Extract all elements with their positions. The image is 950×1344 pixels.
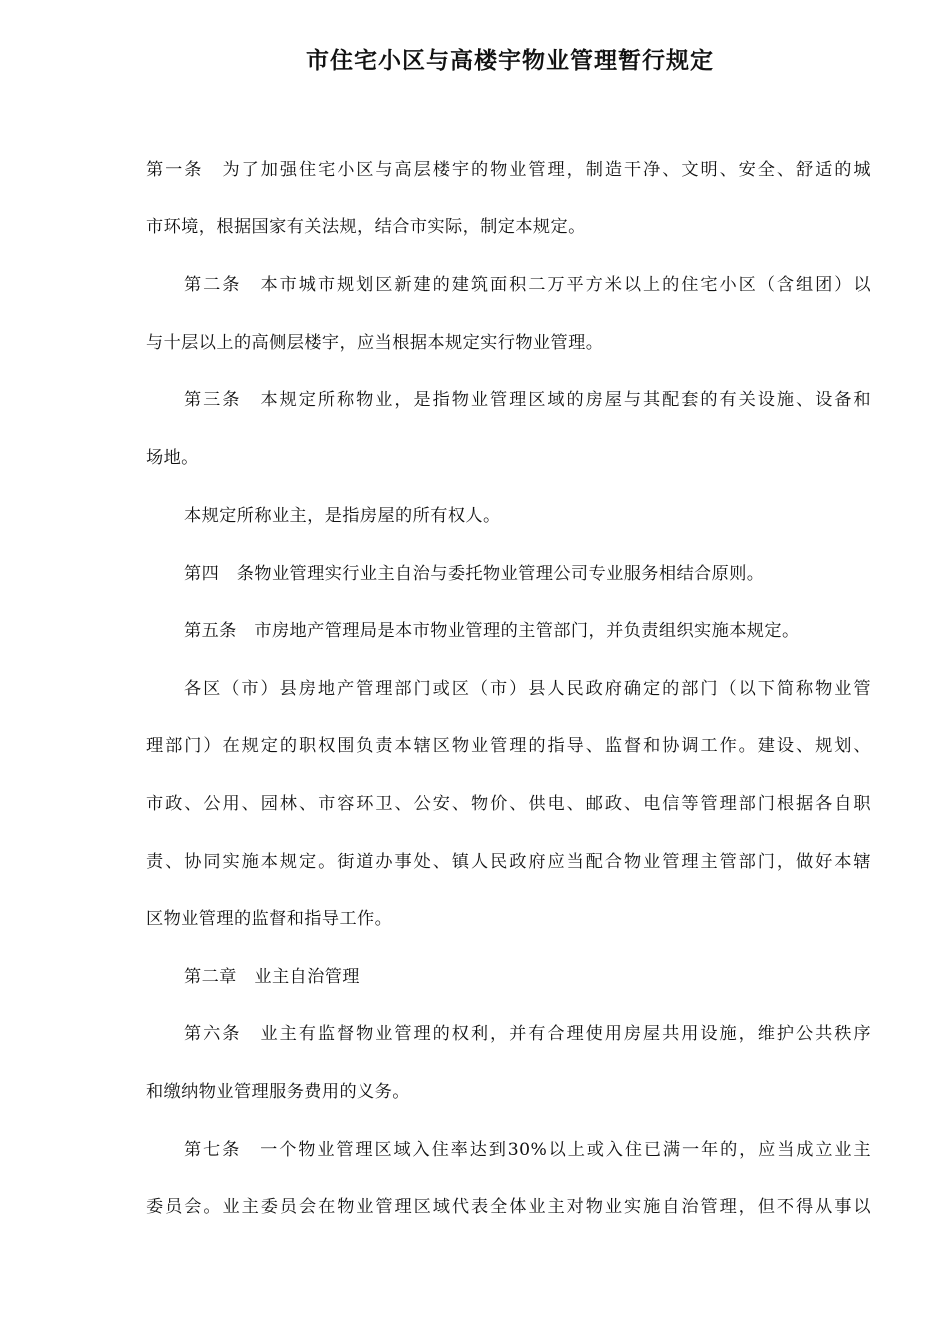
document-title: 市住宅小区与高楼宇物业管理暂行规定 — [306, 48, 714, 74]
text-line: 各区（市）县房地产管理部门或区（市）县人民政府确定的部门（以下简称物业管 — [184, 679, 871, 699]
text-line: 责、协同实施本规定。街道办事处、镇人民政府应当配合物业管理主管部门，做好本辖 — [146, 852, 871, 872]
text-line: 市环境，根据国家有关法规，结合市实际，制定本规定。 — [146, 217, 586, 237]
chapter-heading: 第二章 业主自治管理 — [184, 967, 360, 987]
text-line: 本规定所称业主，是指房屋的所有权人。 — [184, 506, 501, 526]
text-line: 和缴纳物业管理服务费用的义务。 — [146, 1082, 410, 1102]
text-line: 第四 条物业管理实行业主自治与委托物业管理公司专业服务相结合原则。 — [184, 564, 765, 584]
text-line: 第六条 业主有监督物业管理的权利，并有合理使用房屋共用设施，维护公共秩序 — [184, 1024, 871, 1044]
text-line: 理部门）在规定的职权围负责本辖区物业管理的指导、监督和协调工作。建设、规划、 — [146, 736, 871, 756]
text-line: 第二条 本市城市规划区新建的建筑面积二万平方米以上的住宅小区（含组团）以 — [184, 275, 871, 295]
text-line: 第一条 为了加强住宅小区与高层楼宇的物业管理，制造干净、文明、安全、舒适的城 — [146, 160, 871, 180]
text-line: 市政、公用、园林、市容环卫、公安、物价、供电、邮政、电信等管理部门根据各自职 — [146, 794, 871, 814]
text-line: 委员会。业主委员会在物业管理区域代表全体业主对物业实施自治管理，但不得从事以 — [146, 1197, 871, 1217]
text-line: 第七条 一个物业管理区域入住率达到30%以上或入住已满一年的，应当成立业主 — [184, 1140, 871, 1160]
text-line: 第三条 本规定所称物业，是指物业管理区域的房屋与其配套的有关设施、设备和 — [184, 390, 871, 410]
text-line: 第五条 市房地产管理局是本市物业管理的主管部门，并负责组织实施本规定。 — [184, 621, 800, 641]
text-line: 区物业管理的监督和指导工作。 — [146, 909, 393, 929]
text-line: 场地。 — [146, 448, 199, 468]
text-line: 与十层以上的高侧层楼宇，应当根据本规定实行物业管理。 — [146, 333, 604, 353]
